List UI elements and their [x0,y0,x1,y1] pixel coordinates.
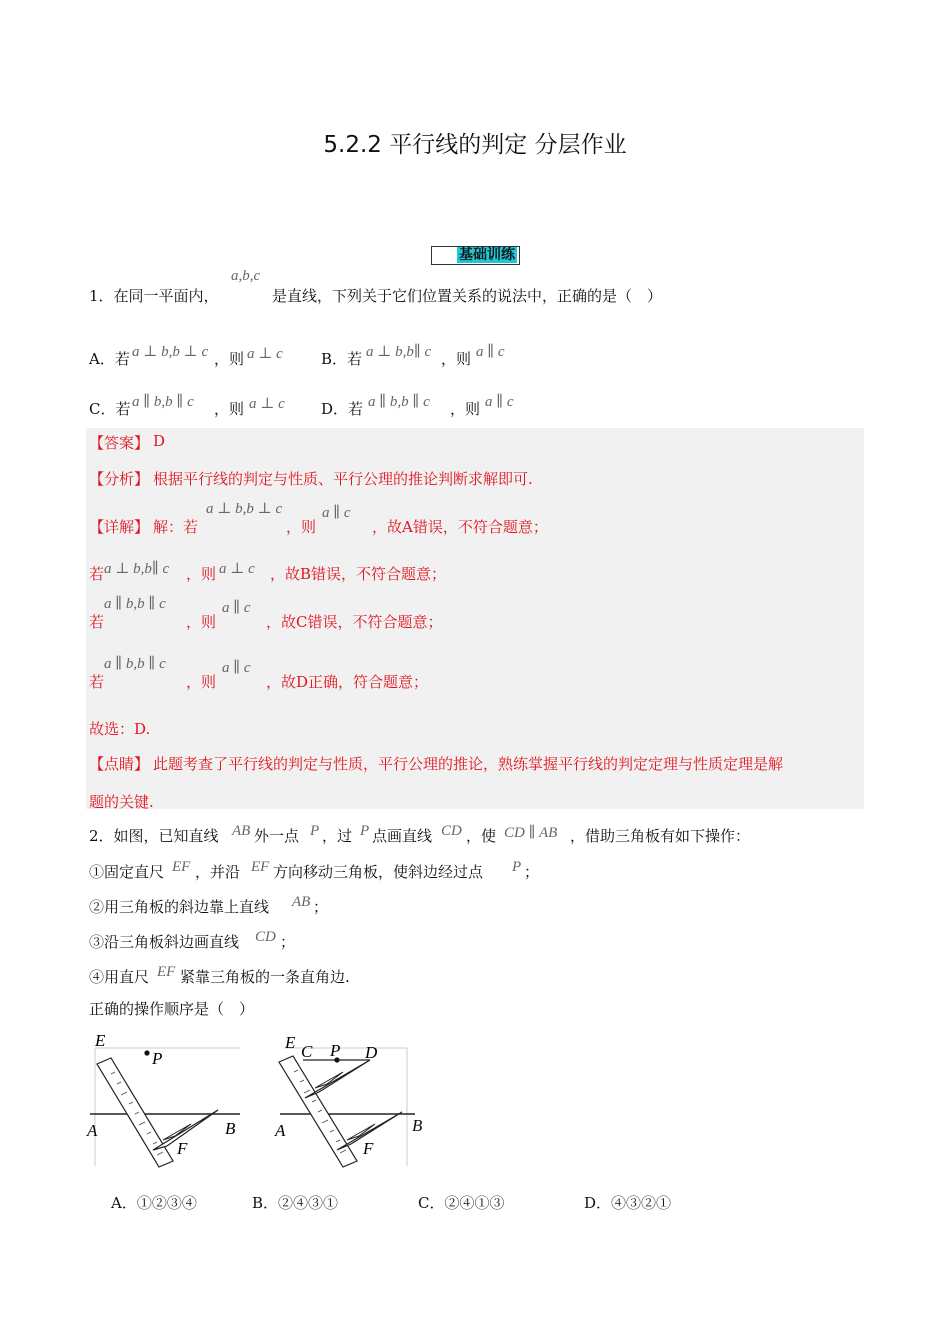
option-b-label: B．若 [321,350,363,368]
q1-stem-a: 1．在同一平面内， [89,287,219,305]
detail-3-math-1: a ∥ b,b ∥ c [104,596,166,612]
detail-4-b: ，则 [186,673,217,691]
step-2-a: ②用三角板的斜边靠上直线 [89,898,270,916]
q2-option-b: B．②④③① [252,1194,339,1212]
option-b-math-1: a ⊥ b,b∥ c [366,344,432,360]
detail-1-math-1: a ⊥ b,b ⊥ c [206,501,283,517]
option-c-then: ，则 [214,400,245,418]
option-c-label: C．若 [89,400,131,418]
detail-4-a: 若 [89,673,105,691]
option-c-math-1: a ∥ b,b ∥ c [132,394,194,410]
detail-3-math-2: a ∥ c [222,600,251,616]
q2-line1-math-3: P [360,823,370,839]
detail-2-b: ，则 [186,565,217,583]
detail-4-math-1: a ∥ b,b ∥ c [104,656,166,672]
label-b-left: B [225,1119,236,1138]
comment-line-2: 题的关键. [89,793,154,811]
comment-line-1: 此题考查了平行线的判定与性质，平行公理的推论，熟练掌握平行线的判定定理与性质定理是解 [153,755,784,773]
option-a-math-2: a ⊥ c [247,346,283,362]
step-1-b: ，并沿 [195,863,241,881]
q2-line1-c: ，过 [322,827,353,845]
option-b-math-2: a ∥ c [476,344,505,360]
detail-1-c: ，故A错误，不符合题意； [372,518,548,536]
analysis-tag: 【分析】 [89,470,150,488]
detail-1-math-2: a ∥ c [322,505,351,521]
step-1-d: ； [524,863,540,881]
detail-2-c: ，故B错误，不符合题意； [270,565,447,583]
step-1-math-2: EF [251,859,270,875]
q2-line1-math-4: CD [441,823,462,839]
section-tag [431,246,520,265]
label-p-right: P [330,1041,341,1060]
option-d-math-1: a ∥ b,b ∥ c [368,394,430,410]
label-e-right: E [285,1033,296,1052]
choose-text: 故选：D. [89,720,151,738]
q2-line1-b: 外一点 [254,827,300,845]
label-a-right: A [275,1121,286,1140]
option-d-math-2: a ∥ c [485,394,514,410]
step-4-math-1: EF [157,964,176,980]
option-b-then: ，则 [441,350,472,368]
ruler-left [97,1058,173,1167]
q2-ask: 正确的操作顺序是（ ） [89,1000,255,1018]
option-a-then: ，则 [214,350,245,368]
label-a-left: A [87,1121,98,1140]
page-title: 5.2.2 平行线的判定 分层作业 [323,132,627,158]
option-a-math-1: a ⊥ b,b ⊥ c [132,344,209,360]
analysis-text: 根据平行线的判定与性质、平行公理的推论判断求解即可. [153,470,533,488]
label-c-right: C [301,1042,313,1061]
step-3-math-1: CD [255,929,276,945]
step-2-b: ； [313,898,329,916]
label-d-right: D [365,1043,378,1062]
label-f-left: F [177,1139,188,1158]
detail-3-a: 若 [89,613,105,631]
option-d-then: ，则 [450,400,481,418]
detail-4-math-2: a ∥ c [222,660,251,676]
q2-line1-f: ，借助三角板有如下操作： [570,827,751,845]
q1-stem-b: 是直线，下列关于它们位置关系的说法中，正确的是（ ） [272,287,663,305]
label-b-right-outside: B [412,1116,423,1135]
step-1-c: 方向移动三角板，使斜边经过点 [273,863,484,881]
option-a-label: A．若 [89,350,130,368]
detail-1-a: 解：若 [153,518,199,536]
step-1-math-1: EF [172,859,191,875]
label-p-left: P [152,1049,163,1068]
answer-tag: 【答案】 [89,434,150,452]
step-1-a: ①固定直尺 [89,863,165,881]
step-3-b: ； [280,933,296,951]
q2-option-d: D．④③②① [584,1194,672,1212]
q2-line1-math-2: P [310,823,320,839]
detail-2-a: 若 [89,565,105,583]
q2-line1-d: 点画直线 [372,827,433,845]
q2-line1-e: ，使 [466,827,497,845]
q1-stem-vars: a,b,c [231,268,261,284]
detail-tag: 【详解】 [89,518,150,536]
label-e-left: E [95,1031,106,1050]
step-4-a: ④用直尺 [89,968,150,986]
figure-right [274,1033,415,1167]
detail-2-math-2: a ⊥ c [219,561,255,577]
detail-1-b: ，则 [286,518,317,536]
figure-left [86,1031,240,1167]
comment-tag: 【点睛】 [89,755,150,773]
option-d-label: D．若 [321,400,364,418]
q2-line1-math-5: CD ∥ AB [504,825,558,841]
detail-2-math-1: a ⊥ b,b∥ c [104,561,170,577]
step-4-b: 紧靠三角板的一条直角边. [180,968,350,986]
step-3-a: ③沿三角板斜边画直线 [89,933,240,951]
detail-4-c: ，故D正确，符合题意； [266,673,429,691]
triangle-right-top [305,1060,370,1098]
label-f-right: F [363,1139,374,1158]
q2-option-c: C．②④①③ [418,1194,505,1212]
detail-3-c: ，故C错误，不符合题意； [266,613,443,631]
detail-3-b: ，则 [186,613,217,631]
option-c-math-2: a ⊥ c [249,396,285,412]
q2-option-a: A．①②③④ [111,1194,197,1212]
answer-value: D [153,432,166,450]
q2-line1-math-1: AB [232,823,251,839]
section-label: 基础训练 [459,247,515,263]
step-2-math-1: AB [292,894,311,910]
point-p-left [144,1050,149,1055]
step-1-math-3: P [512,859,522,875]
ruler-triangle-figure [85,1028,415,1170]
q2-line1-a: 2．如图，已知直线 [89,827,219,845]
